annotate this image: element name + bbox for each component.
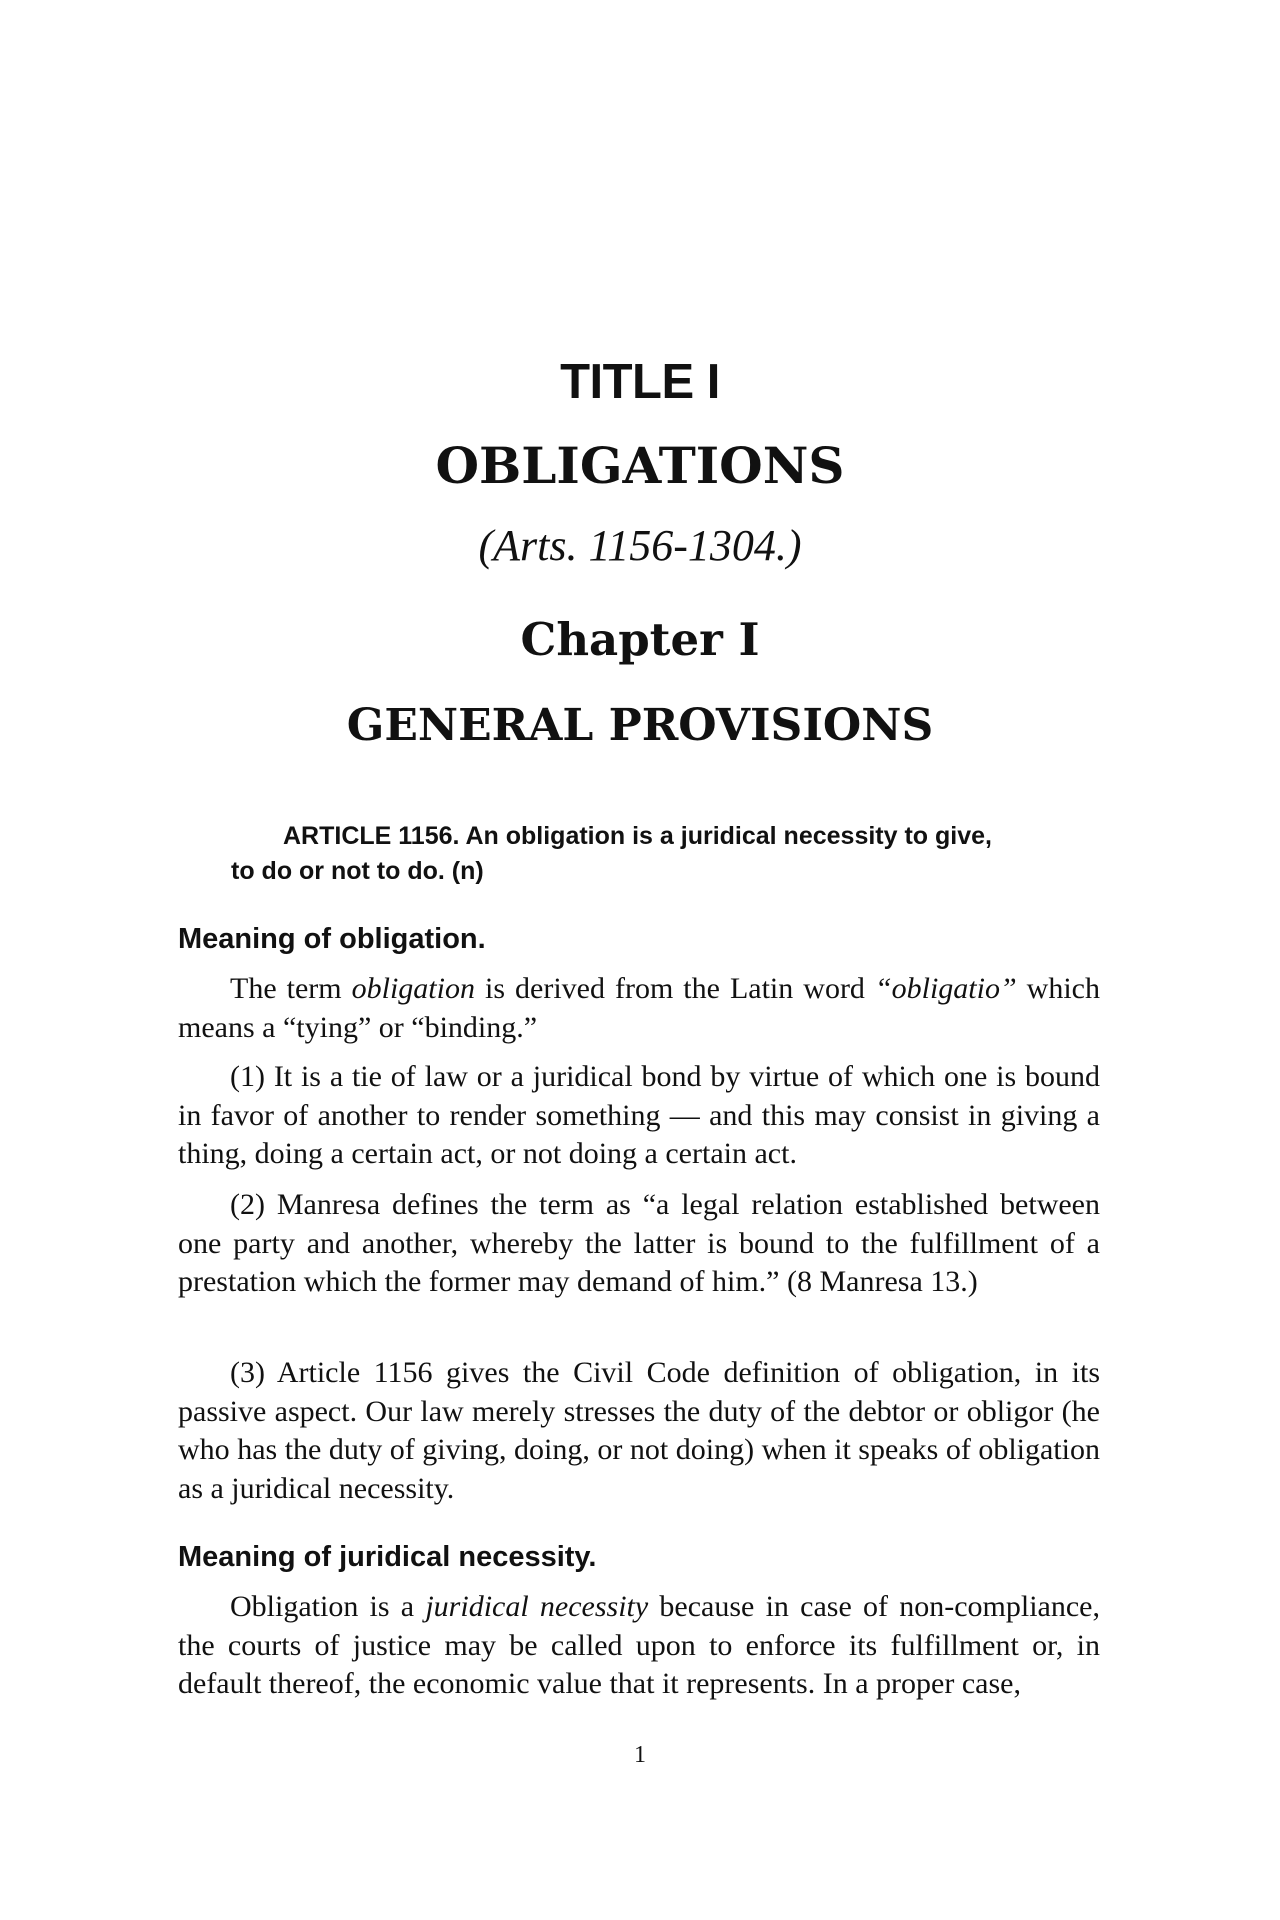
chapter-number: Chapter I bbox=[520, 613, 760, 666]
article-text bbox=[231, 819, 1061, 889]
italic-term: juridical necessity bbox=[425, 1590, 649, 1623]
chapter-title: GENERAL PROVISIONS bbox=[346, 700, 934, 751]
paragraph-juridical-necessity bbox=[178, 1588, 1100, 1704]
italic-term: obligation bbox=[351, 972, 475, 1005]
text-run: because in case of non-compliance, the courts of justice may be called upon to enforce its fulfillment or, in default thereof, the economic value that it represents. In a proper case, bbox=[178, 1590, 1100, 1700]
section-heading-meaning-of-obligation: Meaning of obligation. bbox=[178, 923, 486, 955]
article-line-2: to do or not to do. (n) bbox=[231, 857, 484, 885]
article-line-1: ARTICLE 1156. An obligation is a juridical necessity to give, bbox=[283, 822, 992, 850]
title-number: TITLE I bbox=[560, 355, 720, 409]
text-run: The term bbox=[230, 972, 352, 1005]
title-subject: OBLIGATIONS bbox=[435, 436, 845, 495]
text-run: is derived from the Latin word bbox=[474, 972, 875, 1005]
page-number: 1 bbox=[634, 1742, 646, 1768]
text-run: Obligation is a bbox=[230, 1590, 426, 1623]
section-heading-juridical-necessity: Meaning of juridical necessity. bbox=[178, 1541, 597, 1573]
paragraph-point-2: (2) Manresa defines the term as “a legal relation established between one party and another, whereby the latter is bound to the fulfillment of a prestation which the former may demand of him.” (8 Manresa 13.) bbox=[178, 1188, 1100, 1298]
text-run: which means a “tying” or “binding.” bbox=[178, 972, 1100, 1044]
articles-range: (Arts. 1156-1304.) bbox=[478, 521, 802, 570]
paragraph-obligation-etymology bbox=[178, 970, 1100, 1047]
paragraph-point-1: (1) It is a tie of law or a juridical bond by virtue of which one is bound in favor of another to render something — and this may consist in giving a thing, doing a certain act, or not doing a certain act. bbox=[178, 1060, 1100, 1170]
paragraph-point-3: (3) Article 1156 gives the Civil Code definition of obligation, in its passive aspect. Our law merely stresses the duty of the debtor or obligor (he who has the duty of giving, doing, or not doing) when it speaks of obligation as a juridical necessity. bbox=[178, 1356, 1100, 1505]
italic-latin-word: “obligatio” bbox=[874, 972, 1017, 1005]
